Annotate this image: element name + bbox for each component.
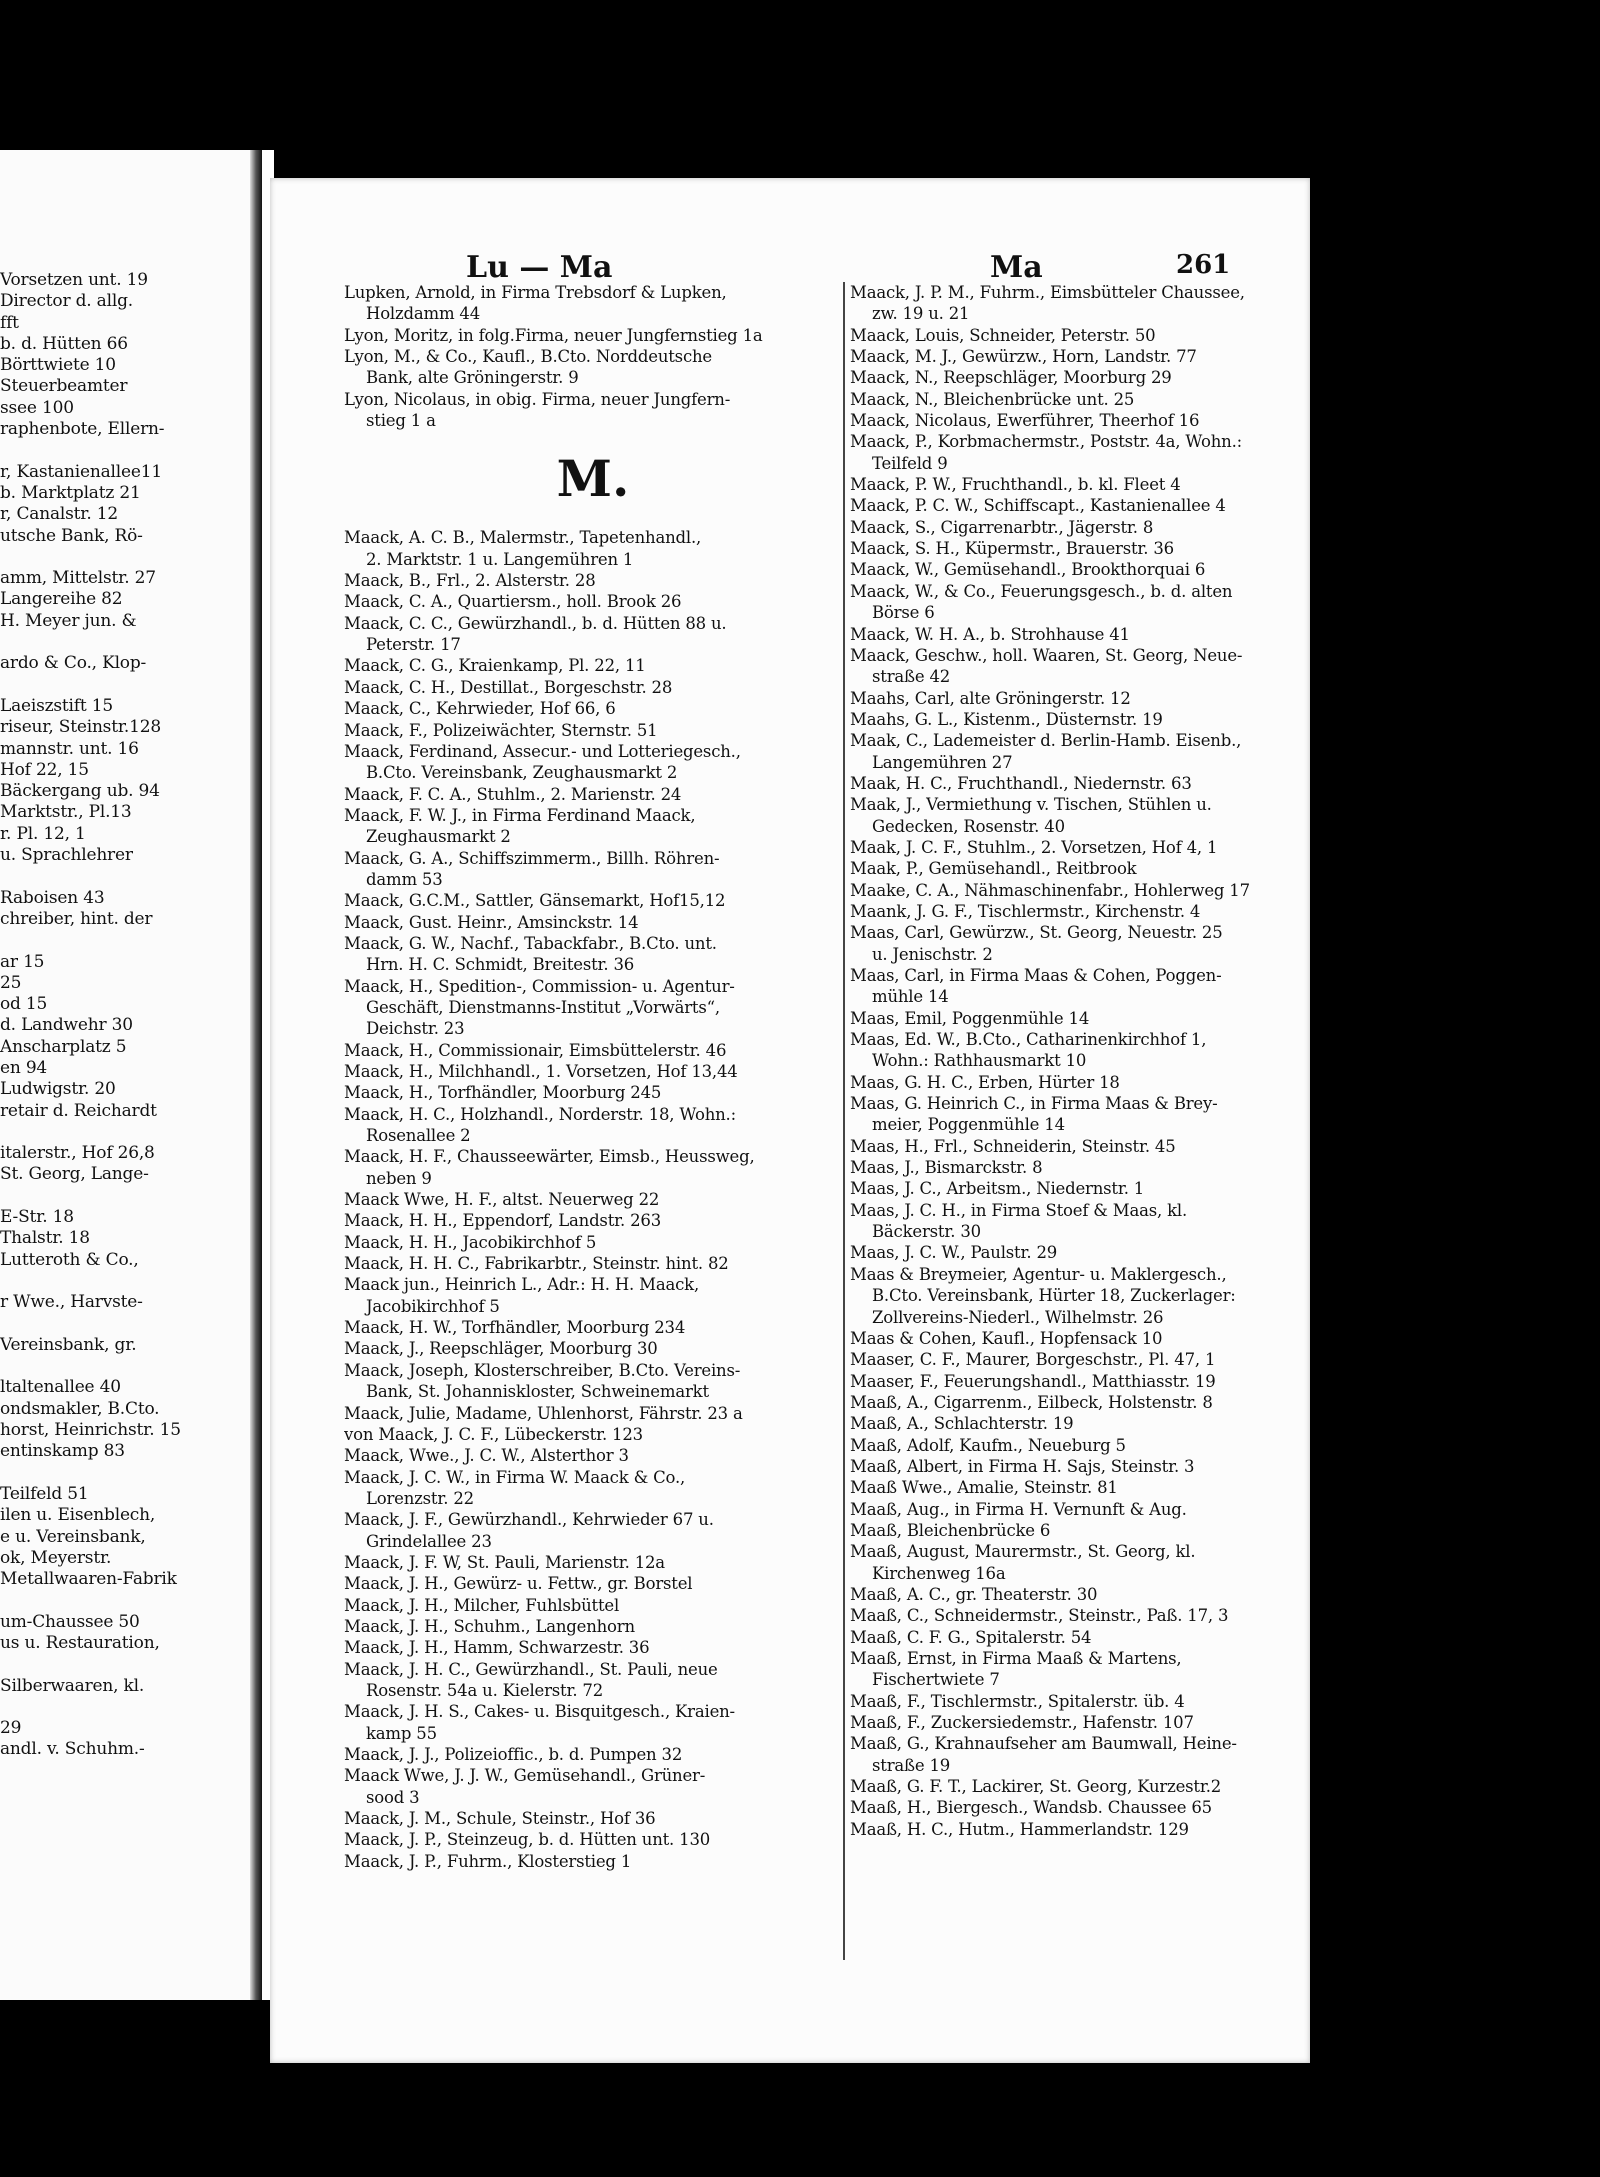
- directory-entry: Maas, J., Bismarckstr. 8: [850, 1158, 1043, 1178]
- directory-entry: Maack, C. A., Quartiersm., holl. Brook 26: [344, 592, 682, 612]
- right-page: [270, 178, 1310, 2063]
- left-fragment: e u. Vereinsbank,: [0, 1526, 146, 1547]
- directory-entry: Maack, C. G., Kraienkamp, Pl. 22, 11: [344, 656, 646, 676]
- directory-entry: Maack, J. H. S., Cakes- u. Bisquitgesch., Kraien-: [344, 1702, 735, 1722]
- directory-entry: Maack, J. H., Schuhm., Langenhorn: [344, 1616, 635, 1636]
- directory-entry: Peterstr. 17: [366, 635, 461, 655]
- directory-entry: Holzdamm 44: [366, 304, 481, 324]
- directory-entry: Maack, F. W. J., in Firma Ferdinand Maack,: [344, 805, 696, 825]
- directory-entry: Maack, Nicolaus, Ewerführer, Theerhof 16: [850, 411, 1200, 431]
- directory-entry: Maahs, Carl, alte Gröningerstr. 12: [850, 688, 1131, 708]
- left-fragment: [0, 930, 245, 951]
- directory-entry: Maack, F. C. A., Stuhlm., 2. Marienstr. 24: [344, 784, 682, 804]
- left-fragment: riseur, Steinstr.128: [0, 717, 161, 738]
- directory-entry: Lorenzstr. 22: [366, 1488, 474, 1508]
- directory-entry: Bäckerstr. 30: [872, 1222, 981, 1242]
- left-fragment: [0, 1122, 245, 1143]
- directory-entry: Maas & Breymeier, Agentur- u. Maklergesch.,: [850, 1264, 1227, 1284]
- directory-entry: Maas, J. C., Arbeitsm., Niedernstr. 1: [850, 1179, 1145, 1199]
- directory-entry: Maaß, A., Schlachterstr. 19: [850, 1414, 1074, 1434]
- directory-entry: Maack, P., Korbmachermstr., Poststr. 4a, Wohn.:: [850, 432, 1242, 452]
- left-fragment: 29: [0, 1718, 22, 1739]
- directory-entry: Maack, J. H., Hamm, Schwarzestr. 36: [344, 1638, 650, 1658]
- directory-entry: Maank, J. G. F., Tischlermstr., Kirchenstr. 4: [850, 901, 1201, 921]
- left-fragment: Vorsetzen unt. 19: [0, 270, 148, 290]
- directory-entry: Maack, S., Cigarrenarbtr., Jägerstr. 8: [850, 517, 1154, 537]
- lu-entries: [344, 282, 842, 431]
- directory-entry: Maaß, Albert, in Firma H. Sajs, Steinstr. 3: [850, 1456, 1195, 1476]
- left-fragment: chreiber, hint. der: [0, 908, 153, 929]
- directory-entry: Maaß, F., Tischlermstr., Spitalerstr. üb. 4: [850, 1691, 1185, 1711]
- directory-entry: Maack, J. P., Fuhrm., Klosterstieg 1: [344, 1851, 632, 1871]
- directory-entry: Maack, H., Commissionair, Eimsbüttelerstr. 46: [344, 1040, 727, 1060]
- left-fragment: r, Kastanienallee11: [0, 461, 162, 482]
- left-fragment: Anscharplatz 5: [0, 1036, 127, 1057]
- directory-entry: Hrn. H. C. Schmidt, Breitestr. 36: [366, 955, 635, 975]
- directory-entry: Wohn.: Rathhausmarkt 10: [872, 1051, 1087, 1071]
- directory-entry: B.Cto. Vereinsbank, Hürter 18, Zuckerlager:: [872, 1286, 1236, 1306]
- left-fragment: Teilfeld 51: [0, 1483, 89, 1504]
- column-divider: [843, 282, 845, 1960]
- running-header-left: Lu — Ma: [466, 250, 613, 285]
- directory-entry: kamp 55: [366, 1723, 437, 1743]
- directory-entry: straße 42: [872, 667, 951, 687]
- directory-entry: Maas, J. C. W., Paulstr. 29: [850, 1243, 1058, 1263]
- left-fragment: [0, 632, 245, 653]
- directory-entry: Maack, C., Kehrwieder, Hof 66, 6: [344, 699, 616, 719]
- left-fragment: ondsmakler, B.Cto.: [0, 1398, 160, 1419]
- section-letter: M.: [556, 449, 630, 509]
- ma-entries-left: [344, 527, 842, 1872]
- directory-entry: Maaß, C., Schneidermstr., Steinstr., Paß. 17, 3: [850, 1606, 1229, 1626]
- left-fragment: andl. v. Schuhm.-: [0, 1739, 145, 1760]
- directory-entry: Maack, H., Torfhändler, Moorburg 245: [344, 1083, 662, 1103]
- directory-entry: sood 3: [366, 1787, 420, 1807]
- left-fragment: entinskamp 83: [0, 1441, 125, 1462]
- directory-entry: Börse 6: [872, 603, 935, 623]
- directory-entry: Maack, Louis, Schneider, Peterstr. 50: [850, 325, 1156, 345]
- directory-entry: Maas, G. Heinrich C., in Firma Maas & Brey-: [850, 1094, 1218, 1114]
- directory-entry: Maas, J. C. H., in Firma Stoef & Maas, kl.: [850, 1200, 1188, 1220]
- directory-entry: Maack, W., Gemüsehandl., Brookthorquai 6: [850, 560, 1206, 580]
- left-fragment: amm, Mittelstr. 27: [0, 568, 156, 589]
- directory-entry: Kirchenweg 16a: [872, 1563, 1006, 1583]
- left-fragment: us u. Restauration,: [0, 1633, 160, 1653]
- directory-entry: Maaß, Bleichenbrücke 6: [850, 1520, 1051, 1540]
- directory-entry: Maas, H., Frl., Schneiderin, Steinstr. 45: [850, 1136, 1176, 1156]
- directory-entry: Maahs, G. L., Kistenm., Düsternstr. 19: [850, 709, 1163, 729]
- directory-entry: B.Cto. Vereinsbank, Zeughausmarkt 2: [366, 763, 678, 783]
- directory-entry: Maack, Wwe., J. C. W., Alsterthor 3: [344, 1446, 629, 1466]
- directory-entry: mühle 14: [872, 987, 949, 1007]
- left-fragment: italerstr., Hof 26,8: [0, 1143, 155, 1164]
- directory-entry: Maack, J. C. W., in Firma W. Maack & Co.,: [344, 1467, 686, 1487]
- directory-entry: von Maack, J. C. F., Lübeckerstr. 123: [344, 1424, 643, 1444]
- left-fragment: [0, 1590, 245, 1611]
- directory-entry: Maack, J. P. M., Fuhrm., Eimsbütteler Chaussee,: [850, 283, 1245, 302]
- directory-entry: Maack, B., Frl., 2. Alsterstr. 28: [344, 571, 596, 591]
- directory-entry: Maaß, Aug., in Firma H. Vernunft & Aug.: [850, 1499, 1187, 1519]
- left-fragment: [0, 547, 245, 568]
- directory-entry: Maack, J., Reepschläger, Moorburg 30: [344, 1339, 658, 1359]
- directory-entry: Maack, H. H., Jacobikirchhof 5: [344, 1232, 597, 1252]
- left-fragment: St. Georg, Lange-: [0, 1164, 149, 1185]
- left-fragment: u. Sprachlehrer: [0, 845, 133, 866]
- left-fragment: [0, 1271, 245, 1292]
- directory-entry: Maack, J. H. C., Gewürzhandl., St. Pauli, neue: [344, 1659, 718, 1679]
- directory-entry: zw. 19 u. 21: [872, 304, 970, 324]
- left-fragment: Vereinsbank, gr.: [0, 1334, 137, 1355]
- directory-entry: Maack jun., Heinrich L., Adr.: H. H. Maack,: [344, 1275, 699, 1295]
- directory-entry: Maack, S. H., Küpermstr., Brauerstr. 36: [850, 539, 1174, 559]
- directory-entry: 2. Marktstr. 1 u. Langemühren 1: [366, 549, 634, 569]
- directory-entry: neben 9: [366, 1168, 432, 1188]
- left-fragment: raphenbote, Ellern-: [0, 419, 165, 440]
- directory-entry: Maaß, Adolf, Kaufm., Neueburg 5: [850, 1435, 1126, 1455]
- directory-entry: Maaß, Ernst, in Firma Maaß & Martens,: [850, 1649, 1182, 1668]
- directory-entry: Maaß, C. F. G., Spitalerstr. 54: [850, 1627, 1092, 1647]
- directory-entry: Maack, H., Spedition-, Commission- u. Agentur-: [344, 976, 735, 996]
- left-fragment: [0, 1697, 245, 1718]
- left-fragment: utsche Bank, Rö-: [0, 525, 143, 546]
- directory-entry: Maack, Geschw., holl. Waaren, St. Georg, Neue-: [850, 645, 1243, 665]
- directory-entry: Maack, H. F., Chausseewärter, Eimsb., Heussweg,: [344, 1147, 755, 1167]
- directory-entry: Langemühren 27: [872, 752, 1013, 772]
- running-header-center: Ma: [990, 250, 1043, 285]
- directory-entry: u. Jenischstr. 2: [872, 944, 993, 964]
- left-fragment: Hof 22, 15: [0, 759, 89, 780]
- directory-entry: Maack, N., Reepschläger, Moorburg 29: [850, 368, 1172, 388]
- left-fragment: [0, 675, 245, 696]
- left-fragment: [0, 1314, 245, 1335]
- directory-entry: straße 19: [872, 1755, 951, 1775]
- directory-entry: Bank, alte Gröningerstr. 9: [366, 368, 579, 388]
- directory-entry: Maack, C. H., Destillat., Borgeschstr. 28: [344, 677, 673, 697]
- directory-entry: Maack Wwe, H. F., altst. Neuerweg 22: [344, 1190, 660, 1210]
- directory-entry: Maack, J. H., Gewürz- u. Fettw., gr. Borstel: [344, 1574, 693, 1594]
- left-fragment: ar 15: [0, 951, 45, 972]
- directory-entry: Maas & Cohen, Kaufl., Hopfensack 10: [850, 1328, 1163, 1348]
- directory-entry: Maaß, A., Cigarrenm., Eilbeck, Holstenstr. 8: [850, 1392, 1213, 1412]
- directory-entry: Maake, C. A., Nähmaschinenfabr., Hohlerweg 17: [850, 880, 1250, 900]
- directory-entry: Maack, C. C., Gewürzhandl., b. d. Hütten 88 u.: [344, 613, 727, 633]
- left-fragment: r, Canalstr. 12: [0, 504, 118, 525]
- directory-entry: Maack, G. A., Schiffszimmerm., Billh. Röhren-: [344, 848, 720, 868]
- left-fragment: Lutteroth & Co.,: [0, 1249, 139, 1270]
- directory-entry: Maack Wwe, J. J. W., Gemüsehandl., Grüner-: [344, 1766, 706, 1786]
- directory-entry: meier, Poggenmühle 14: [872, 1115, 1065, 1135]
- left-column: [344, 282, 842, 1872]
- left-fragment: fft: [0, 312, 19, 333]
- left-fragment: ardo & Co., Klop-: [0, 653, 147, 674]
- directory-entry: stieg 1 a: [366, 411, 436, 431]
- left-fragment: Bäckergang ub. 94: [0, 781, 160, 802]
- directory-entry: Maaß, G., Krahnaufseher am Baumwall, Heine-: [850, 1734, 1237, 1754]
- directory-entry: Maack, H. H., Eppendorf, Landstr. 263: [344, 1211, 661, 1231]
- directory-entry: Maaß, F., Zuckersiedemstr., Hafenstr. 107: [850, 1713, 1194, 1733]
- directory-entry: Maack, A. C. B., Malermstr., Tapetenhandl.,: [344, 528, 702, 548]
- left-fragment: Ludwigstr. 20: [0, 1079, 116, 1100]
- left-fragment: retair d. Reichardt: [0, 1100, 157, 1121]
- directory-entry: Maack, M. J., Gewürzw., Horn, Landstr. 77: [850, 347, 1197, 367]
- left-fragment: [0, 866, 245, 887]
- directory-entry: Lupken, Arnold, in Firma Trebsdorf & Lupken,: [344, 283, 727, 302]
- directory-entry: Lyon, M., & Co., Kaufl., B.Cto. Norddeutsche: [344, 347, 712, 367]
- left-fragment: Raboisen 43: [0, 887, 105, 908]
- left-fragment: Börttwiete 10: [0, 355, 116, 376]
- left-fragment: um-Chaussee 50: [0, 1611, 140, 1632]
- right-column: [850, 282, 1298, 1840]
- left-fragment: ilen u. Eisenblech,: [0, 1505, 156, 1526]
- left-page-text: [0, 270, 245, 1761]
- left-fragment: Marktstr., Pl.13: [0, 802, 132, 823]
- directory-entry: Maack, H. C., Holzhandl., Norderstr. 18, Wohn.:: [344, 1104, 736, 1124]
- left-fragment: b. d. Hütten 66: [0, 333, 128, 354]
- directory-entry: Jacobikirchhof 5: [366, 1296, 500, 1316]
- book-binding: [250, 150, 262, 2000]
- directory-entry: Maaß, H. C., Hutm., Hammerlandstr. 129: [850, 1819, 1189, 1839]
- directory-entry: Rosenstr. 54a u. Kielerstr. 72: [366, 1680, 604, 1700]
- directory-entry: Bank, St. Johanniskloster, Schweinemarkt: [366, 1382, 709, 1402]
- directory-entry: Maack, W. H. A., b. Strohhause 41: [850, 624, 1130, 644]
- left-fragment: horst, Heinrichstr. 15: [0, 1420, 181, 1441]
- left-fragment: Silberwaaren, kl.: [0, 1675, 145, 1696]
- left-fragment: od 15: [0, 994, 48, 1015]
- directory-entry: Maack, J. F. W, St. Pauli, Marienstr. 12a: [344, 1552, 665, 1572]
- directory-entry: Rosenallee 2: [366, 1126, 471, 1146]
- directory-entry: Maas, Carl, Gewürzw., St. Georg, Neuestr. 25: [850, 923, 1223, 943]
- left-fragment: 25: [0, 972, 22, 993]
- directory-entry: Maack, J. J., Polizeioffic., b. d. Pumpen 32: [344, 1745, 683, 1764]
- left-fragment: Steuerbeamter: [0, 376, 128, 397]
- directory-entry: Maack, J. P., Steinzeug, b. d. Hütten unt. 130: [344, 1830, 711, 1850]
- left-fragment: d. Landwehr 30: [0, 1015, 133, 1036]
- left-fragment: en 94: [0, 1057, 48, 1078]
- directory-entry: Maack, H. W., Torfhändler, Moorburg 234: [344, 1318, 686, 1338]
- directory-entry: Lyon, Nicolaus, in obig. Firma, neuer Jungfern-: [344, 389, 731, 409]
- directory-entry: Maaß, August, Maurermstr., St. Georg, kl.: [850, 1542, 1196, 1562]
- directory-entry: Teilfeld 9: [872, 453, 948, 473]
- left-fragment: H. Meyer jun. &: [0, 610, 137, 631]
- left-fragment: b. Marktplatz 21: [0, 482, 141, 503]
- left-fragment: ok, Meyerstr.: [0, 1547, 112, 1568]
- directory-entry: Maack, Julie, Madame, Uhlenhorst, Fährstr. 23 a: [344, 1403, 743, 1423]
- directory-entry: Maaß, H., Biergesch., Wandsb. Chaussee 65: [850, 1798, 1212, 1818]
- directory-entry: Maack, H. H. C., Fabrikarbtr., Steinstr. hint. 82: [344, 1254, 729, 1274]
- left-fragment: r. Pl. 12, 1: [0, 823, 86, 844]
- left-fragment: Metallwaaren-Fabrik: [0, 1569, 177, 1590]
- directory-entry: Maack, Joseph, Klosterschreiber, B.Cto. Vereins-: [344, 1360, 741, 1380]
- directory-entry: Zollvereins-Niederl., Wilhelmstr. 26: [872, 1307, 1164, 1327]
- directory-entry: Maack, Gust. Heinr., Amsinckstr. 14: [344, 912, 639, 932]
- directory-entry: damm 53: [366, 869, 443, 889]
- directory-entry: Maaser, F., Feuerungshandl., Matthiasstr. 19: [850, 1371, 1216, 1391]
- left-page: [0, 150, 262, 2000]
- directory-entry: Lyon, Moritz, in folg.Firma, neuer Jungfernstieg 1a: [344, 325, 763, 345]
- directory-entry: Fischertwiete 7: [872, 1670, 1000, 1690]
- directory-entry: Maak, H. C., Fruchthandl., Niedernstr. 63: [850, 773, 1192, 793]
- directory-entry: Maack, F., Polizeiwächter, Sternstr. 51: [344, 720, 658, 740]
- directory-entry: Maack, P. W., Fruchthandl., b. kl. Fleet 4: [850, 475, 1181, 495]
- directory-entry: Grindelallee 23: [366, 1531, 492, 1551]
- directory-entry: Maas, Emil, Poggenmühle 14: [850, 1008, 1090, 1028]
- left-fragment: [0, 1654, 245, 1675]
- directory-entry: Maack, J. F., Gewürzhandl., Kehrwieder 67 u.: [344, 1510, 714, 1530]
- directory-entry: Maack, J. M., Schule, Steinstr., Hof 36: [344, 1809, 656, 1829]
- left-fragment: [0, 1463, 245, 1484]
- directory-entry: Maaß, G. F. T., Lackirer, St. Georg, Kurzestr.2: [850, 1777, 1222, 1797]
- directory-entry: Maak, P., Gemüsehandl., Reitbrook: [850, 859, 1137, 879]
- directory-entry: Maack, H., Milchhandl., 1. Vorsetzen, Hof 13,44: [344, 1062, 738, 1081]
- directory-entry: Maak, J., Vermiethung v. Tischen, Stühlen u.: [850, 795, 1212, 815]
- directory-entry: Maack, G. W., Nachf., Tabackfabr., B.Cto. unt.: [344, 933, 717, 953]
- page-number: 261: [1176, 250, 1231, 280]
- left-fragment: [0, 1356, 245, 1377]
- directory-entry: Deichstr. 23: [366, 1019, 465, 1039]
- directory-entry: Maak, J. C. F., Stuhlm., 2. Vorsetzen, Hof 4, 1: [850, 837, 1218, 857]
- left-fragment: Langereihe 82: [0, 589, 123, 610]
- left-fragment: mannstr. unt. 16: [0, 738, 139, 759]
- directory-entry: Maaß, A. C., gr. Theaterstr. 30: [850, 1584, 1098, 1604]
- left-fragment: [0, 1186, 245, 1207]
- left-fragment: Director d. allg.: [0, 291, 133, 312]
- left-fragment: ltaltenallee 40: [0, 1377, 121, 1398]
- directory-entry: Maak, C., Lademeister d. Berlin-Hamb. Eisenb.,: [850, 731, 1242, 751]
- directory-entry: Maack, W., & Co., Feuerungsgesch., b. d. alten: [850, 581, 1233, 601]
- directory-entry: Maack, Ferdinand, Assecur.- und Lotteriegesch.,: [344, 741, 741, 761]
- directory-entry: Maack, P. C. W., Schiffscapt., Kastanienallee 4: [850, 496, 1226, 516]
- directory-entry: Maas, Carl, in Firma Maas & Cohen, Poggen-: [850, 966, 1222, 985]
- directory-entry: Maaser, C. F., Maurer, Borgeschstr., Pl. 47, 1: [850, 1350, 1216, 1370]
- left-fragment: ssee 100: [0, 397, 74, 418]
- directory-entry: Maaß Wwe., Amalie, Steinstr. 81: [850, 1478, 1118, 1498]
- left-fragment: Laeiszstift 15: [0, 695, 113, 716]
- left-fragment: r Wwe., Harvste-: [0, 1292, 143, 1313]
- directory-entry: Maack, N., Bleichenbrücke unt. 25: [850, 389, 1135, 409]
- directory-entry: Maas, G. H. C., Erben, Hürter 18: [850, 1072, 1120, 1092]
- directory-entry: Maack, G.C.M., Sattler, Gänsemarkt, Hof15,12: [344, 891, 726, 911]
- left-fragment: Thalstr. 18: [0, 1228, 90, 1249]
- left-fragment: E-Str. 18: [0, 1207, 74, 1228]
- directory-entry: Maas, Ed. W., B.Cto., Catharinenkirchhof 1,: [850, 1030, 1207, 1050]
- directory-entry: Gedecken, Rosenstr. 40: [872, 816, 1065, 836]
- directory-entry: Maack, J. H., Milcher, Fuhlsbüttel: [344, 1595, 620, 1615]
- left-fragment: [0, 440, 245, 461]
- directory-entry: Geschäft, Dienstmanns-Institut „Vorwärts“,: [366, 997, 720, 1017]
- directory-entry: Zeughausmarkt 2: [366, 827, 511, 847]
